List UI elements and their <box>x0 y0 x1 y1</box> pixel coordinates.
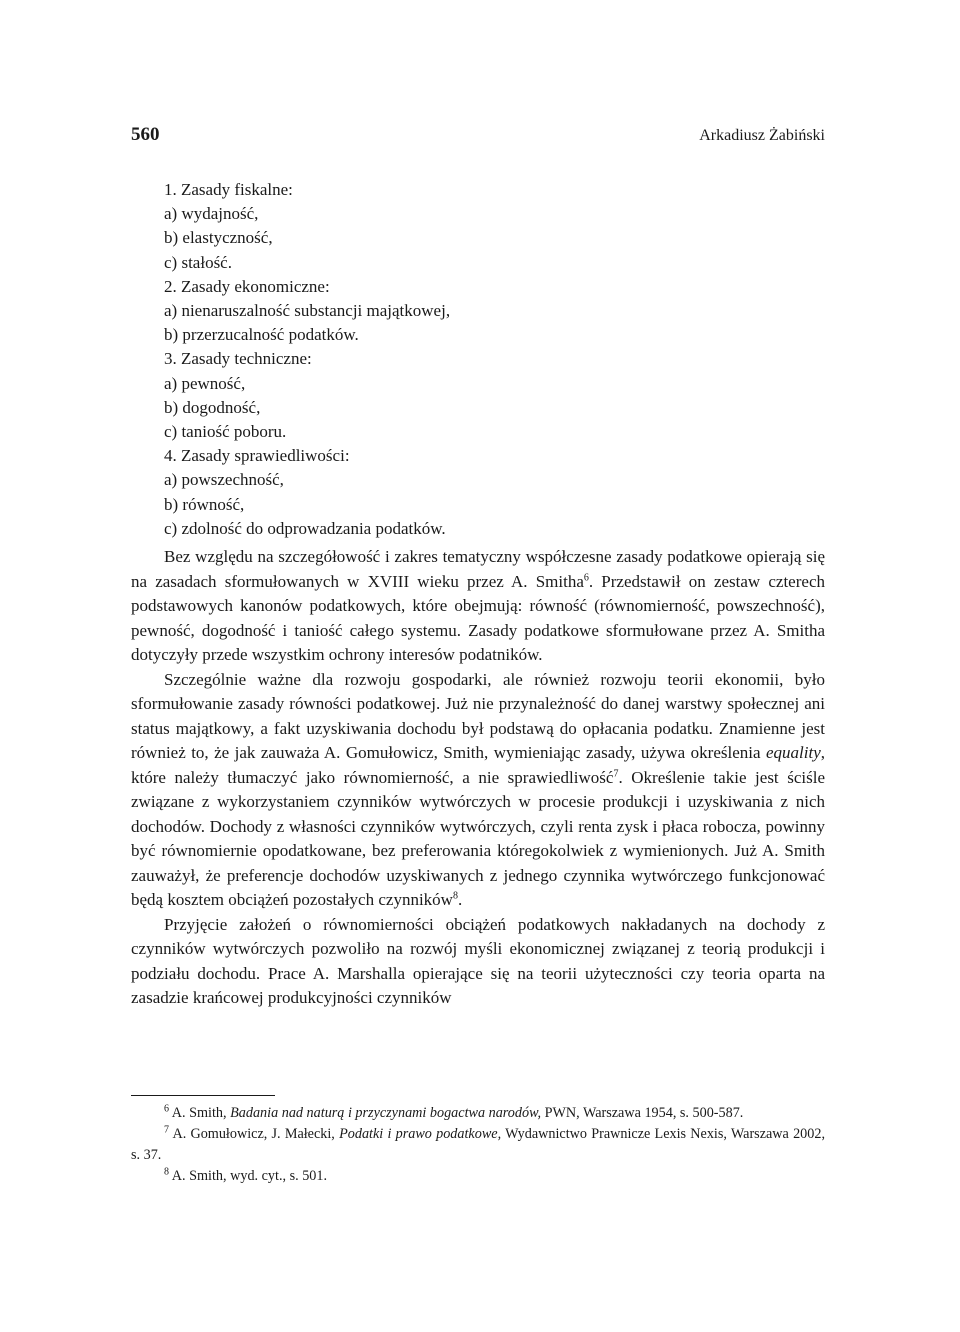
footnote-8 <box>131 1166 825 1187</box>
footnote-text: A. Gomułowicz, J. Małecki, <box>169 1126 340 1142</box>
running-head-author: Arkadiusz Żabiński <box>699 127 825 144</box>
footnotes <box>131 1103 825 1187</box>
paragraph-2-term: equality <box>765 743 821 762</box>
footnote-text: A. Smith, wyd. cyt., s. 501. <box>169 1168 328 1184</box>
footnote-ref-6: 6 <box>583 571 589 583</box>
footnote-text: PWN, Warszawa 1954, s. 500-587. <box>541 1105 744 1121</box>
paragraph-2-text-d: . <box>457 890 463 909</box>
list-item: a) powszechność, <box>164 470 284 490</box>
list-item: c) stałość. <box>164 252 232 272</box>
paragraph-2 <box>131 668 825 913</box>
list-item: b) elastyczność, <box>164 228 273 248</box>
paragraph-1-text-b: . Przedstawił on zestaw czterech podstawowych kanonów podatkowych, które obejmują: równość (równomierność, powszechność), pewność, dogodność i taniość całego systemu. Zasady podatkowe sformułowane przez A. Smitha dotyczyły przede wszystkim ochrony interesów podatników. <box>131 571 825 664</box>
paragraph-1-text-a: Bez względu na szczegółowość i zakres tematyczny współczesne zasady podatkowe opierają się na zasadach sformułowanych w XVIII wieku przez A. Smitha <box>131 547 825 591</box>
footnote-6 <box>131 1103 825 1124</box>
list-item: c) taniość poboru. <box>164 422 287 442</box>
list-item: b) równość, <box>164 494 245 514</box>
footnote-separator <box>131 1095 275 1096</box>
page-number: 560 <box>131 124 160 145</box>
paragraph-3-text: Przyjęcie założeń o równomierności obciążeń podatkowych nakładanych na dochody z czynników wytwórczych pozwoliło na rozwój myśli ekonomicznej związanej z teorią produkcji i podziału dochodu. Prace A. Marshalla opierające się na teorii użyteczności czy teoria oparta na zasadzie krańcowej produkcyjności czynników <box>131 914 825 1007</box>
list-item: 1. Zasady fiskalne: <box>164 180 293 199</box>
paragraph-2-text-c: . Określenie takie jest ściśle związane z wykorzystaniem czynników wytwórczych w procesie produkcji i uzyskiwania z nich dochodów. Dochody z własności czynników wytwórczych, czyli renta zysk i płaca robocza, powinny być równomiernie opodatkowane, bez preferowania któregokolwiek z wymienionych. Już A. Smith zauważył, że preferencje dochodów uzyskiwanych z jednego czynnika wytwórczego funkcjonować będą kosztem obciążeń pozostałych czynników <box>131 767 825 909</box>
footnote-text: Wydawnictwo Prawnicze Lexis Nexis, Warszawa 2002, s. 37. <box>131 1126 825 1163</box>
paragraph-1 <box>131 545 825 668</box>
footnote-ref-7: 7 <box>613 767 619 779</box>
footnote-ref-8: 8 <box>452 890 458 902</box>
list-item: 2. Zasady ekonomiczne: <box>164 276 330 296</box>
footnote-number: 8 <box>164 1166 169 1178</box>
footnote-number: 6 <box>164 1103 169 1115</box>
body-text <box>131 545 825 1011</box>
list-item: a) nienaruszalność substancji majątkowej, <box>164 301 451 321</box>
paragraph-2-text-a: Szczególnie ważne dla rozwoju gospodarki, ale również rozwoju teorii ekonomii, było sformułowanie zasady równości podatkowej. Już nie przynależność do danej warstwy społecznej ani status majątkowy, a fakt uzyskiwania dochodu był podstawą do opłacania podatku. Znamienne jest również to, że jak zauważa A. Gomułowicz, Smith, wymieniając zasady, używa określenia <box>131 669 825 762</box>
footnote-text: A. Smith, <box>169 1105 231 1121</box>
list-item: 3. Zasady techniczne: <box>164 349 312 369</box>
paragraph-3 <box>131 913 825 1011</box>
page-header <box>131 124 825 152</box>
list-item: a) pewność, <box>164 373 246 393</box>
list-item: 4. Zasady sprawiedliwości: <box>164 446 350 466</box>
list-item: c) zdolność do odprowadzania podatków. <box>164 518 446 538</box>
list-item: b) dogodność, <box>164 397 261 417</box>
footnote-title: Podatki i prawo podatkowe, <box>339 1126 502 1142</box>
footnote-7 <box>131 1124 825 1166</box>
paragraph-2-text-b: , które należy tłumaczyć jako równomierność, a nie sprawiedliwość <box>131 743 825 787</box>
list-item: b) przerzucalność podatków. <box>164 325 359 345</box>
list-item: a) wydajność, <box>164 204 259 224</box>
tax-principles-list <box>164 178 825 541</box>
footnote-title: Badania nad naturą i przyczynami bogactwa narodów, <box>230 1105 542 1121</box>
footnote-number: 7 <box>164 1124 169 1136</box>
